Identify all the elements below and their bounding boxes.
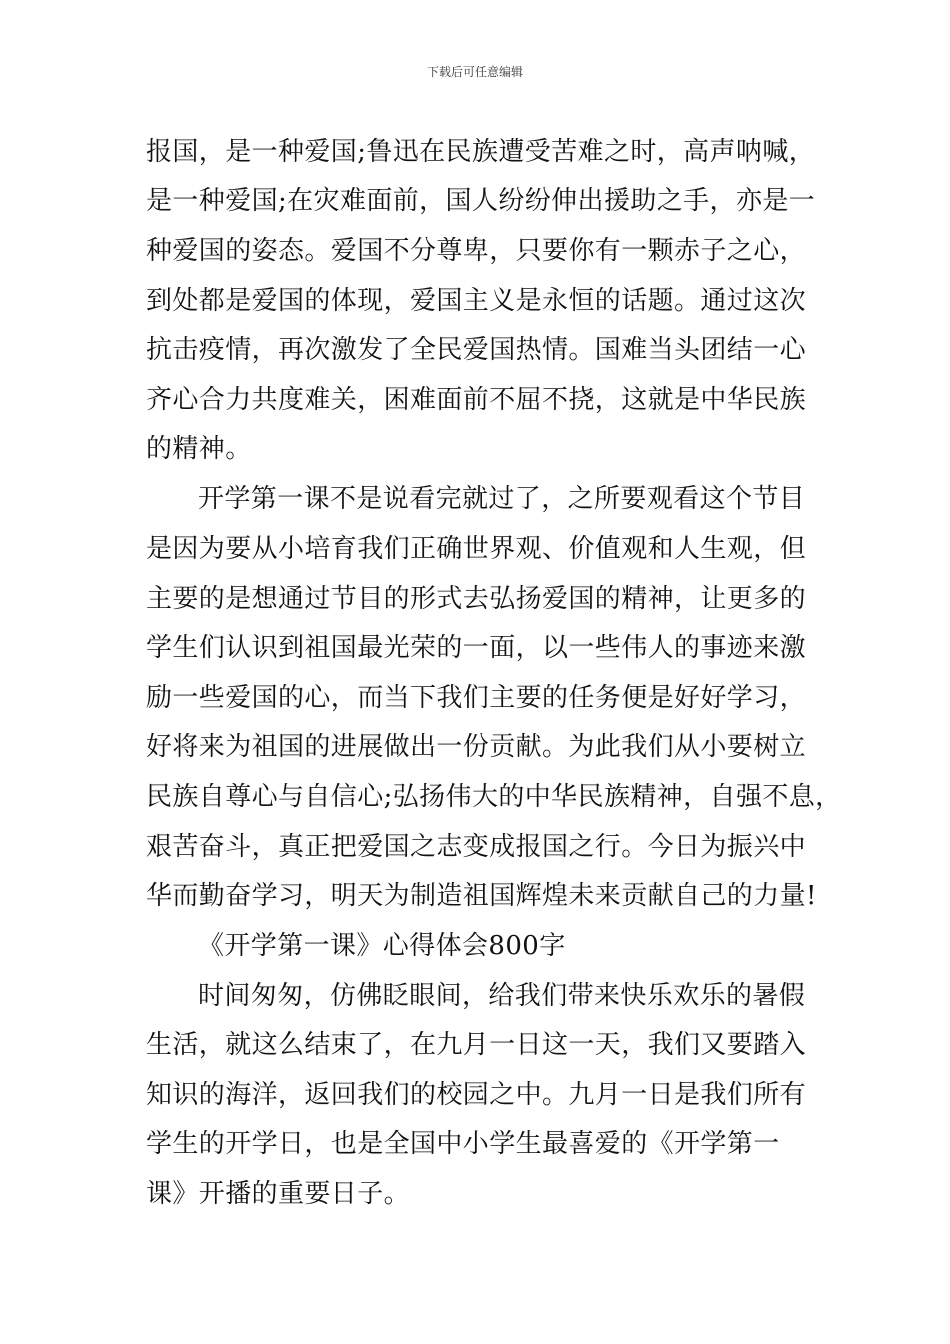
text-line: 是因为要从小培育我们正确世界观、价值观和人生观，但 [146, 534, 807, 564]
text-line: 好将来为祖国的进展做出一份贡献。为此我们从小要树立 [146, 732, 807, 762]
text-line: 励一些爱国的心，而当下我们主要的任务便是好好学习， [146, 683, 807, 713]
text-line: 课》开播的重要日子。 [146, 1179, 411, 1209]
text-line: 报国，是一种爱国;鲁迅在民族遭受苦难之时，高声呐喊， [146, 137, 816, 167]
section-title: 《开学第一课》心得体会800字 [198, 931, 566, 961]
text-line: 到处都是爱国的体现，爱国主义是永恒的话题。通过这次 [146, 286, 807, 316]
text-line: 华而勤奋学习，明天为制造祖国辉煌未来贡献自己的力量! [146, 881, 817, 911]
paragraph-start-line: 开学第一课不是说看完就过了，之所要观看这个节目 [198, 484, 806, 514]
text-line: 是一种爱国;在灾难面前，国人纷纷伸出援助之手，亦是一 [146, 186, 816, 216]
text-line: 知识的海洋，返回我们的校园之中。九月一日是我们所有 [146, 1080, 807, 1110]
text-line: 生活，就这么结束了，在九月一日这一天，我们又要踏入 [146, 1030, 807, 1060]
page-header: 下载后可任意编辑 [426, 65, 523, 79]
text-line: 艰苦奋斗，真正把爱国之志变成报国之行。今日为振兴中 [146, 832, 807, 862]
text-line: 齐心合力共度难关，困难面前不屈不挠，这就是中华民族 [146, 385, 807, 415]
text-line: 学生的开学日，也是全国中小学生最喜爱的《开学第一 [146, 1129, 780, 1159]
text-line: 主要的是想通过节目的形式去弘扬爱国的精神，让更多的 [146, 584, 807, 614]
text-line: 抗击疫情，再次激发了全民爱国热情。国难当头团结一心 [146, 335, 807, 365]
paragraph-start-line: 时间匆匆，仿佛眨眼间，给我们带来快乐欢乐的暑假 [198, 981, 806, 1011]
text-line: 的精神。 [146, 434, 252, 464]
text-line: 种爱国的姿态。爱国不分尊卑，只要你有一颗赤子之心， [146, 236, 807, 266]
text-line: 学生们认识到祖国最光荣的一面，以一些伟人的事迹来激 [146, 633, 807, 663]
text-line: 民族自尊心与自信心;弘扬伟大的中华民族精神，自强不息， [146, 782, 842, 812]
